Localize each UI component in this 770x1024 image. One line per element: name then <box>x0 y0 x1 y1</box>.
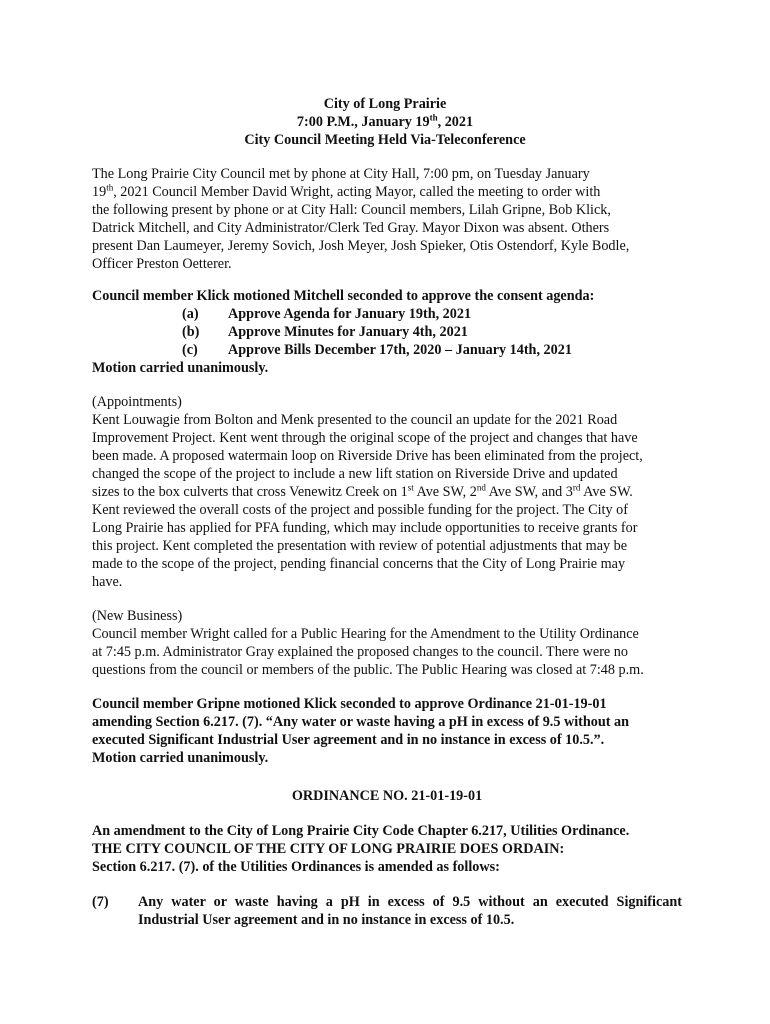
section-heading: (New Business) <box>92 608 183 624</box>
document-header <box>0 95 770 149</box>
appointments-section: (Appointments) Kent Louwagie from Bolton and Menk presented to the council an update for the 2021 Road Improvement Project. Kent went through the original scope of the project and changes that have been made. A proposed watermain loop on Riverside Drive has been eliminated from the project, changed the scope of the project to include a new lift station on Riverside Drive and updated sizes to the box culverts that cross Venewitz Creek on 1st Ave SW, 2nd Ave SW, and 3rd Ave SW. Kent reviewed the overall costs of the project and possible funding for the project. The City of Long Prairie has applied for PFA funding, which may include opportunities to receive grants for this project. Kent completed the presentation with review of potential adjustments that may be made to the scope of the project, pending financial concerns that the City of Long Prairie may have. <box>92 393 682 591</box>
header-date: 7:00 P.M., January 19th, 2021 <box>296 112 474 130</box>
consent-agenda-motion: Council member Klick motioned Mitchell seconded to approve the consent agenda: (a) Approve Agenda for January 19th, 2021 (b) Approve Minutes for January 4th, 2021 (c) Approve Bills December 17th, 2020 – January 14th, 2021 Motion carried unanimously. <box>92 287 682 377</box>
header-city-name: City of Long Prairie <box>323 96 447 112</box>
intro-paragraph: The Long Prairie City Council met by phone at City Hall, 7:00 pm, on Tuesday January 19th, 2021 Council Member David Wright, acting Mayor, called the meeting to order with the following present by phone or at City Hall: Council members, Lilah Gripne, Bob Klick, Datrick Mitchell, and City Administrator/Clerk Ted Gray. Mayor Dixon was absent. Others present Dan Laumeyer, Jeremy Sovich, Josh Meyer, Josh Spieker, Otis Ostendorf, Kyle Bodle, Officer Preston Oetterer. <box>92 166 630 272</box>
ordinance-preamble: An amendment to the City of Long Prairie City Code Chapter 6.217, Utilities Ordinance. THE CITY COUNCIL OF THE CITY OF LONG PRAIRIE DOES ORDAIN: Section 6.217. (7). of the Utilities Ordinances is amended as follows: <box>92 823 630 875</box>
ordinance-motion: Council member Gripne motioned Klick seconded to approve Ordinance 21-01-19-01 amending Section 6.217. (7). “Any water or waste having a pH in excess of 9.5 without an executed Significant Industrial User agreement and in no instance in excess of 10.5.”. Motion carried unanimously. <box>92 696 630 766</box>
section-heading: (Appointments) <box>92 394 182 410</box>
consent-item: (a) Approve Agenda for January 19th, 2021 <box>182 306 472 322</box>
consent-item: (b) Approve Minutes for January 4th, 2021 <box>182 324 468 340</box>
ordinance-title: ORDINANCE NO. 21-01-19-01 <box>291 788 483 804</box>
ordinance-item-number: (7) <box>92 894 109 910</box>
ordinance-item <box>92 893 682 929</box>
ordinance-item-text: Any water or waste having a pH in excess of 9.5 without an executed Significant Industrial User agreement and in no instance in excess of 10.5. <box>138 894 682 928</box>
new-business-section: (New Business) Council member Wright called for a Public Hearing for the Amendment to the Utility Ordinance at 7:45 p.m. Administrator Gray explained the proposed changes to the council. There were no questions from the council or members of the public. The Public Hearing was closed at 7:48 p.m. <box>92 607 682 679</box>
header-meeting-title: City Council Meeting Held Via-Teleconference <box>244 132 526 148</box>
consent-item: (c) Approve Bills December 17th, 2020 – January 14th, 2021 <box>182 342 572 358</box>
